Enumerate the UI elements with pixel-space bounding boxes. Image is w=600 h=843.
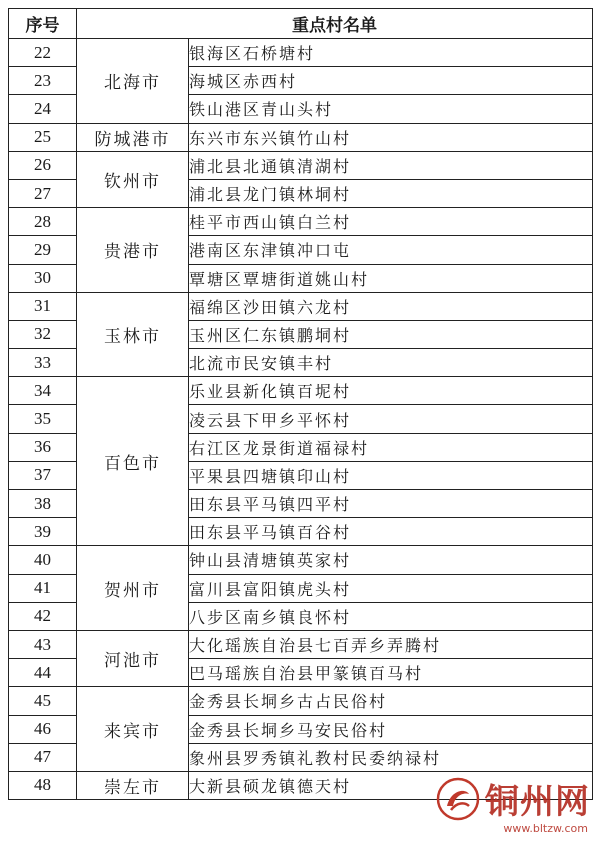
row-serial-number: 31 (9, 292, 77, 320)
city-cell: 百色市 (77, 377, 189, 546)
table-row (9, 687, 593, 715)
table-row (9, 546, 593, 574)
row-serial-number: 27 (9, 179, 77, 207)
row-serial-number: 33 (9, 349, 77, 377)
table-row (9, 377, 593, 405)
row-serial-number: 44 (9, 659, 77, 687)
row-serial-number: 30 (9, 264, 77, 292)
village-name-cell: 右江区龙景街道福禄村 (189, 433, 593, 461)
city-cell: 崇左市 (77, 771, 189, 799)
row-serial-number: 35 (9, 405, 77, 433)
village-name-cell: 八步区南乡镇良怀村 (189, 602, 593, 630)
row-serial-number: 42 (9, 602, 77, 630)
village-name-cell: 大化瑶族自治县七百弄乡弄腾村 (189, 630, 593, 658)
row-serial-number: 36 (9, 433, 77, 461)
village-name-cell: 大新县硕龙镇德天村 (189, 771, 593, 799)
village-name-cell: 港南区东津镇冲口屯 (189, 236, 593, 264)
table-row (9, 771, 593, 799)
row-serial-number: 26 (9, 151, 77, 179)
row-serial-number: 29 (9, 236, 77, 264)
city-cell: 河池市 (77, 630, 189, 686)
village-name-cell: 金秀县长垌乡古占民俗村 (189, 687, 593, 715)
village-name-cell: 海城区赤西村 (189, 67, 593, 95)
village-name-cell: 覃塘区覃塘街道姚山村 (189, 264, 593, 292)
row-serial-number: 32 (9, 320, 77, 348)
header-village-list: 重点村名单 (77, 9, 593, 39)
village-name-cell: 田东县平马镇百谷村 (189, 518, 593, 546)
row-serial-number: 46 (9, 715, 77, 743)
row-serial-number: 47 (9, 743, 77, 771)
village-name-cell: 浦北县北通镇清湖村 (189, 151, 593, 179)
row-serial-number: 48 (9, 771, 77, 799)
row-serial-number: 25 (9, 123, 77, 151)
row-serial-number: 39 (9, 518, 77, 546)
city-cell: 贵港市 (77, 208, 189, 293)
village-name-cell: 凌云县下甲乡平怀村 (189, 405, 593, 433)
city-cell: 贺州市 (77, 546, 189, 631)
row-serial-number: 45 (9, 687, 77, 715)
city-cell: 玉林市 (77, 292, 189, 377)
village-name-cell: 浦北县龙门镇林垌村 (189, 179, 593, 207)
city-cell: 北海市 (77, 39, 189, 124)
village-name-cell: 象州县罗秀镇礼教村民委纳禄村 (189, 743, 593, 771)
table-header-row (9, 9, 593, 39)
village-name-cell: 铁山港区青山头村 (189, 95, 593, 123)
row-serial-number: 37 (9, 461, 77, 489)
row-serial-number: 24 (9, 95, 77, 123)
village-name-cell: 北流市民安镇丰村 (189, 349, 593, 377)
row-serial-number: 38 (9, 490, 77, 518)
city-cell: 防城港市 (77, 123, 189, 151)
row-serial-number: 23 (9, 67, 77, 95)
table-row (9, 151, 593, 179)
table-body (9, 39, 593, 800)
village-name-cell: 钟山县清塘镇英家村 (189, 546, 593, 574)
row-serial-number: 41 (9, 574, 77, 602)
table-row (9, 208, 593, 236)
village-list-table (8, 8, 593, 800)
table-row (9, 39, 593, 67)
header-serial-number: 序号 (9, 9, 77, 39)
row-serial-number: 22 (9, 39, 77, 67)
row-serial-number: 43 (9, 630, 77, 658)
village-name-cell: 田东县平马镇四平村 (189, 490, 593, 518)
table-row (9, 123, 593, 151)
watermark-url: www.bltzw.com (503, 822, 588, 835)
village-name-cell: 巴马瑶族自治县甲篆镇百马村 (189, 659, 593, 687)
row-serial-number: 34 (9, 377, 77, 405)
village-name-cell: 桂平市西山镇白兰村 (189, 208, 593, 236)
row-serial-number: 40 (9, 546, 77, 574)
city-cell: 钦州市 (77, 151, 189, 207)
city-cell: 来宾市 (77, 687, 189, 772)
table-row (9, 292, 593, 320)
village-name-cell: 玉州区仁东镇鹏垌村 (189, 320, 593, 348)
watermark-text: 铜州网 (485, 782, 590, 822)
village-name-cell: 乐业县新化镇百坭村 (189, 377, 593, 405)
village-name-cell: 金秀县长垌乡马安民俗村 (189, 715, 593, 743)
village-name-cell: 富川县富阳镇虎头村 (189, 574, 593, 602)
table-row (9, 630, 593, 658)
village-name-cell: 东兴市东兴镇竹山村 (189, 123, 593, 151)
village-name-cell: 银海区石桥塘村 (189, 39, 593, 67)
village-name-cell: 平果县四塘镇印山村 (189, 461, 593, 489)
village-name-cell: 福绵区沙田镇六龙村 (189, 292, 593, 320)
row-serial-number: 28 (9, 208, 77, 236)
